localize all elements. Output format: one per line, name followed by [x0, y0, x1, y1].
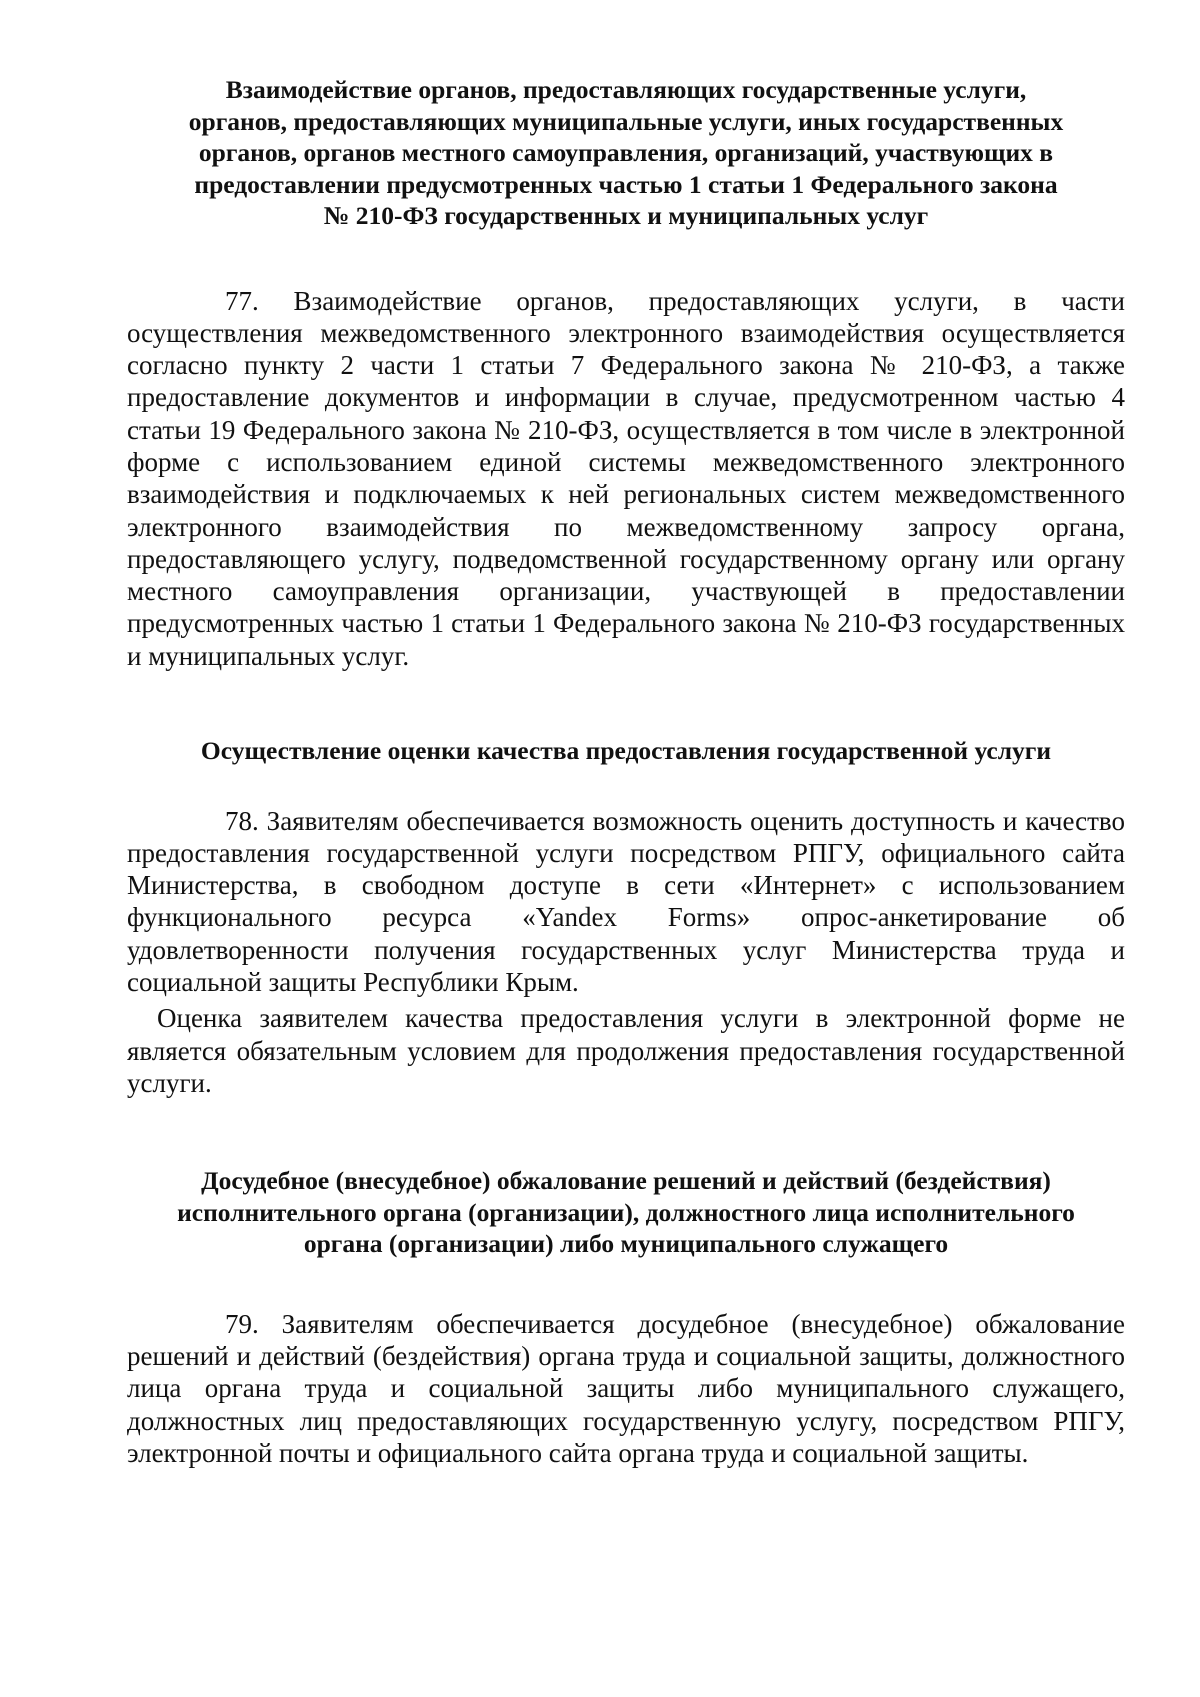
heading-line: исполнительного органа (организации), должностного лица исполнительного — [177, 1197, 1075, 1227]
heading-line: органа (организации) либо муниципального служащего — [303, 1229, 949, 1259]
section-heading-interaction — [127, 74, 1125, 232]
heading-line: Осуществление оценки качества предоставления государственной услуги — [200, 736, 1052, 766]
paragraph-78: 78. Заявителям обеспечивается возможность оценить доступность и качество предоставления государственной услуги посредством РПГУ, официального сайта Министерства, в свободном доступе в сети «Интернет» с использованием функционального ресурса «Yandex Forms» опрос-анкетирование об удовлетворенности получения государственных услуг Министерства труда и социальной защиты Республики Крым. — [127, 805, 1125, 998]
heading-line: Взаимодействие органов, предоставляющих государственные услуги, — [225, 75, 1027, 104]
heading-line: № 210-ФЗ государственных и муниципальных услуг — [323, 201, 929, 230]
heading-line: органов, органов местного самоуправления, организаций, участвующих в — [198, 138, 1054, 167]
paragraph-78-continuation: Оценка заявителем качества предоставления услуги в электронной форме не является обязательным условием для продолжения предоставления государственной услуги. — [127, 1003, 1125, 1098]
heading-line: органов, предоставляющих муниципальные услуги, иных государственных — [188, 106, 1064, 136]
section-heading-quality-assessment — [127, 735, 1125, 767]
paragraph-77: 77. Взаимодействие органов, предоставляющих услуги, в части осуществления межведомственного электронного взаимодействия осуществляется согласно пункту 2 части 1 статьи 7 Федерального закона № 210-ФЗ, а также предоставление документов и информации в случае, предусмотренном частью 4 статьи 19 Федерального закона № 210-ФЗ, осуществляется в том числе в электронной форме с использованием единой системы межведомственного электронного взаимодействия и подключаемых к ней региональных систем межведомственного электронного взаимодействия по межведомственному запросу органа, предоставляющего услугу, подведомственной государственному органу или органу местного самоуправления организации, участвующей в предоставлении предусмотренных частью 1 статьи 1 Федерального закона № 210-ФЗ государственных и муниципальных услуг. — [127, 285, 1125, 671]
heading-line: предоставлении предусмотренных частью 1 статьи 1 Федерального закона — [194, 169, 1058, 199]
heading-line: Досудебное (внесудебное) обжалование решений и действий (бездействия) — [201, 1166, 1051, 1196]
paragraph-79: 79. Заявителям обеспечивается досудебное (внесудебное) обжалование решений и действий (бездействия) органа труда и социальной защиты, должностного лица органа труда и социальной защиты либо муниципального служащего, должностных лиц предоставляющих государственную услугу, посредством РПГУ, электронной почты и официального сайта органа труда и социальной защиты. — [127, 1308, 1125, 1468]
document-body — [127, 74, 1125, 1469]
section-heading-pretrial-appeal — [127, 1165, 1125, 1260]
